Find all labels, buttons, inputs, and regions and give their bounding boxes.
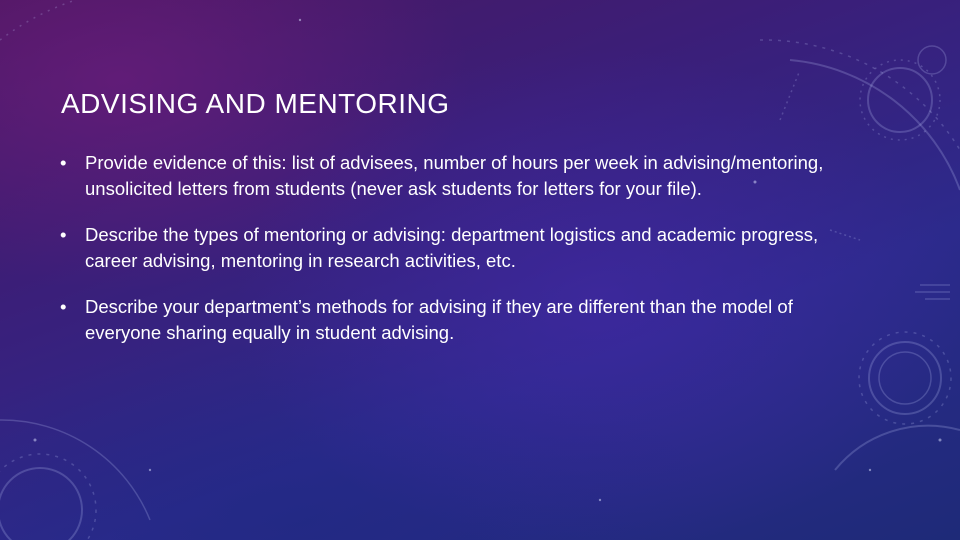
tech-circle (868, 68, 932, 132)
bullet-text: Describe your department’s methods for advising if they are different than the model of everyone sharing equally in student advising. (85, 296, 793, 343)
tech-circle (869, 342, 941, 414)
bullet-text: Describe the types of mentoring or advising: department logistics and academic progress, career advising, mentoring in research activities, etc. (85, 224, 819, 271)
bullet-marker: • (60, 296, 67, 317)
tech-arc (0, 420, 150, 520)
bullet-list (60, 150, 850, 366)
list-item (60, 294, 850, 346)
bullet-marker: • (60, 152, 67, 173)
tech-circle (918, 46, 946, 74)
tech-arc (0, 0, 240, 40)
tech-arc (835, 426, 960, 470)
list-item (60, 222, 850, 274)
list-item (60, 150, 850, 202)
tech-circle (860, 60, 940, 140)
tech-circle (0, 468, 82, 540)
bullet-text: Provide evidence of this: list of advisees, number of hours per week in advising/mentoring, unsolicited letters from students (never ask students for letters for your file). (85, 152, 824, 199)
tech-circle (859, 332, 951, 424)
slide-title: ADVISING AND MENTORING (61, 88, 450, 119)
tech-arc (760, 40, 960, 150)
bullet-marker: • (60, 224, 67, 245)
tech-circle (879, 352, 931, 404)
tech-circle (0, 454, 96, 540)
